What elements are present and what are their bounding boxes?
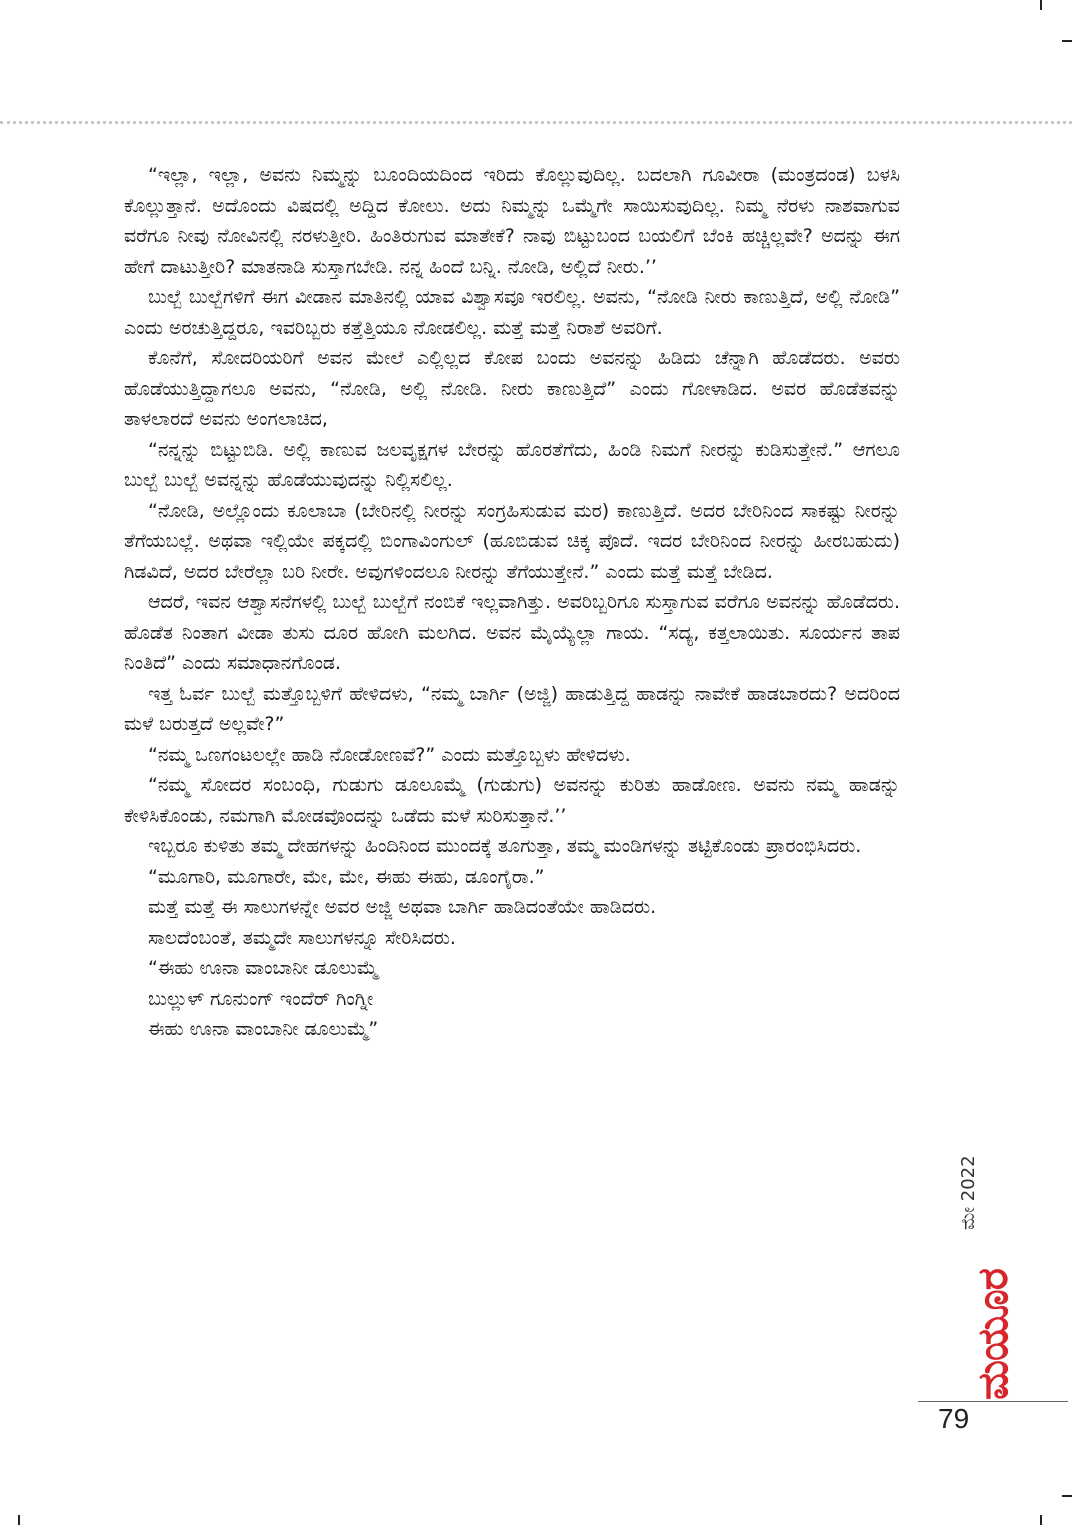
crop-mark: [1040, 1515, 1042, 1525]
paragraph: ಆದರೆ, ಇವನ ಆಶ್ವಾಸನೆಗಳಲ್ಲಿ ಬುಲ್ಬೆ ಬುಲ್ಬೆಗೆ ನಂಬಿಕೆ ಇಲ್ಲವಾಗಿತ್ತು. ಅವರಿಬ್ಬರಿಗೂ ಸುಸ್ತಾಗುವ ವರೆಗೂ ಅವನನ್ನು ಹೊಡೆದರು. ಹೊಡೆತ ನಿಂತಾಗ ವೀಡಾ ತುಸು ದೂರ ಹೋಗಿ ಮಲಗಿದ. ಅವನ ಮೈಯ್ಯೆಲ್ಲಾ ಗಾಯ. “ಸದ್ಯ, ಕತ್ತಲಾಯಿತು. ಸೂರ್ಯನ ತಾಪ ನಿಂತಿದೆ” ಎಂದು ಸಮಾಧಾನಗೊಂಡ.: [124, 591, 900, 674]
verse-line: ಸಾಲದೆಂಬಂತೆ, ತಮ್ಮದೇ ಸಾಲುಗಳನ್ನೂ ಸೇರಿಸಿದರು.: [148, 926, 456, 949]
paragraph: ಇತ್ತ ಓರ್ವ ಬುಲ್ಬೆ ಮತ್ತೊಬ್ಬಳಿಗೆ ಹೇಳಿದಳು, “ನಮ್ಮ ಬಾರ್ಗಿ (ಅಜ್ಜಿ) ಹಾಡುತ್ತಿದ್ದ ಹಾಡನ್ನು ನಾವೇಕೆ ಹಾಡಬಾರದು? ಅದರಿಂದ ಮಳೆ ಬರುತ್ತದೆ ಅಲ್ಲವೇ?”: [124, 682, 900, 735]
article-body: [124, 160, 900, 1045]
paragraph: “ಇಲ್ಲಾ, ಇಲ್ಲಾ, ಅವನು ನಿಮ್ಮನ್ನು ಬೂಂದಿಯದಿಂದ ಇರಿದು ಕೊಲ್ಲುವುದಿಲ್ಲ. ಬದಲಾಗಿ ಗೂವೀರಾ (ಮಂತ್ರದಂಡ) ಬಳಸಿ ಕೊಲ್ಲುತ್ತಾನೆ. ಅದೊಂದು ವಿಷದಲ್ಲಿ ಅದ್ದಿದ ಕೋಲು. ಅದು ನಿಮ್ಮನ್ನು ಒಮ್ಮೆಗೇ ಸಾಯಿಸುವುದಿಲ್ಲ. ನಿಮ್ಮ ನೆರಳು ನಾಶವಾಗುವ ವರೆಗೂ ನೀವು ನೋವಿನಲ್ಲಿ ನರಳುತ್ತೀರಿ. ಹಿಂತಿರುಗುವ ಮಾತೇಕೆ? ನಾವು ಬಿಟ್ಟುಬಂದ ಬಯಲಿಗೆ ಬೆಂಕಿ ಹಚ್ಚಿಲ್ಲವೇ? ಅದನ್ನು ಈಗ ಹೇಗೆ ದಾಟುತ್ತೀರಿ? ಮಾತನಾಡಿ ಸುಸ್ತಾಗಬೇಡಿ. ನನ್ನ ಹಿಂದೆ ಬನ್ನಿ. ನೋಡಿ, ಅಲ್ಲಿದೆ ನೀರು.’’: [124, 164, 900, 278]
verse-line: “ಮೂಗಾರಿ, ಮೂಗಾರೇ, ಮೇ, ಮೇ, ಈಹು ಈಹು, ಡೂಂಗೈರಾ.”: [148, 865, 545, 888]
crop-mark: [1062, 40, 1072, 42]
header-dotted-rule: [0, 121, 1072, 124]
verse-line: ಬುಲ್ಲುಳ್ ಗೂನುಂಗ್ ಇಂದೆರ್ ಗಿಂಗ್ನೀ: [148, 987, 374, 1010]
paragraph: “ನನ್ನನ್ನು ಬಿಟ್ಟುಬಿಡಿ. ಅಲ್ಲಿ ಕಾಣುವ ಜಲವೃಕ್ಷಗಳ ಬೇರನ್ನು ಹೊರತೆಗೆದು, ಹಿಂಡಿ ನಿಮಗೆ ನೀರನ್ನು ಕುಡಿಸುತ್ತೇನೆ.” ಆಗಲೂ ಬುಲ್ಬೆ ಬುಲ್ಬೆ ಅವನ್ನನ್ನು ಹೊಡೆಯುವುದನ್ನು ನಿಲ್ಲಿಸಲಿಲ್ಲ.: [124, 438, 900, 491]
issue-date: ಮೇ 2022: [958, 1155, 979, 1230]
paragraph: “ನಮ್ಮ ಒಣಗಂಟಲಲ್ಲೇ ಹಾಡಿ ನೋಡೋಣವೆ?” ಎಂದು ಮತ್ತೊಬ್ಬಳು ಹೇಳಿದಳು.: [148, 743, 631, 766]
crop-mark: [1040, 0, 1042, 10]
page-number: 79: [938, 1403, 970, 1434]
page-number-rule: [918, 1401, 1068, 1402]
paragraph: ಕೊನೆಗೆ, ಸೋದರಿಯರಿಗೆ ಅವನ ಮೇಲೆ ಎಲ್ಲಿಲ್ಲದ ಕೋಪ ಬಂದು ಅವನನ್ನು ಹಿಡಿದು ಚೆನ್ನಾಗಿ ಹೊಡೆದರು. ಅವರು ಹೊಡೆಯುತ್ತಿದ್ದಾಗಲೂ ಅವನು, “ನೋಡಿ, ಅಲ್ಲಿ ನೋಡಿ. ನೀರು ಕಾಣುತ್ತಿದೆ” ಎಂದು ಗೋಳಾಡಿದ. ಅವರ ಹೊಡೆತವನ್ನು ತಾಳಲಾರದೆ ಅವನು ಅಂಗಲಾಚಿದ,: [124, 347, 900, 430]
paragraph: ಇಬ್ಬರೂ ಕುಳಿತು ತಮ್ಮ ದೇಹಗಳನ್ನು ಹಿಂದಿನಿಂದ ಮುಂದಕ್ಕೆ ತೂಗುತ್ತಾ, ತಮ್ಮ ಮಂಡಿಗಳನ್ನು ತಟ್ಟಿಕೊಂಡು ಪ್ರಾರಂಭಿಸಿದರು.: [148, 835, 862, 857]
verse-line: ಮತ್ತೆ ಮತ್ತೆ ಈ ಸಾಲುಗಳನ್ನೇ ಅವರ ಅಜ್ಜಿ ಅಥವಾ ಬಾರ್ಗಿ ಹಾಡಿದಂತೆಯೇ ಹಾಡಿದರು.: [148, 896, 657, 918]
paragraph: “ನಮ್ಮ ಸೋದರ ಸಂಬಂಧಿ, ಗುಡುಗು ಡೂಲೂಮ್ಮೆ (ಗುಡುಗು) ಅವನನ್ನು ಕುರಿತು ಹಾಡೋಣ. ಅವನು ನಮ್ಮ ಹಾಡನ್ನು ಕೇಳಿಸಿಕೊಂಡು, ನಮಗಾಗಿ ಮೋಡವೊಂದನ್ನು ಒಡೆದು ಮಳೆ ಸುರಿಸುತ್ತಾನೆ.’’: [124, 774, 900, 827]
crop-mark: [1062, 1495, 1072, 1497]
magazine-logo: ಮಯೂರ: [968, 1269, 1017, 1400]
paragraph: ಬುಲ್ಬೆ ಬುಲ್ಬೆಗಳಿಗೆ ಈಗ ವೀಡಾನ ಮಾತಿನಲ್ಲಿ ಯಾವ ವಿಶ್ವಾಸವೂ ಇರಲಿಲ್ಲ. ಅವನು, “ನೋಡಿ ನೀರು ಕಾಣುತ್ತಿದೆ, ಅಲ್ಲಿ ನೋಡಿ” ಎಂದು ಅರಚುತ್ತಿದ್ದರೂ, ಇವರಿಬ್ಬರು ಕತ್ತೆತ್ತಿಯೂ ನೋಡಲಿಲ್ಲ. ಮತ್ತೆ ಮತ್ತೆ ನಿರಾಶೆ ಅವರಿಗೆ.: [124, 286, 900, 339]
paragraph: “ನೋಡಿ, ಅಲ್ಲೊಂದು ಕೂಲಾಬಾ (ಬೇರಿನಲ್ಲಿ ನೀರನ್ನು ಸಂಗ್ರಹಿಸುಡುವ ಮರ) ಕಾಣುತ್ತಿದೆ. ಅದರ ಬೇರಿನಿಂದ ಸಾಕಷ್ಟು ನೀರನ್ನು ತೆಗೆಯಬಲ್ಲೆ. ಅಥವಾ ಇಲ್ಲಿಯೇ ಪಕ್ಕದಲ್ಲಿ ಬಿಂಗಾವಿಂಗುಲ್ (ಹೂಬಿಡುವ ಚಿಕ್ಕ ಪೊದೆ. ಇದರ ಬೇರಿನಿಂದ ನೀರನ್ನು ಹೀರಬಹುದು) ಗಿಡವಿದೆ, ಅದರ ಬೇರೆಲ್ಲಾ ಬರಿ ನೀರೇ. ಅವುಗಳಿಂದಲೂ ನೀರನ್ನು ತೆಗೆಯುತ್ತೇನೆ.” ಎಂದು ಮತ್ತೆ ಮತ್ತೆ ಬೇಡಿದ.: [124, 499, 900, 583]
crop-mark: [18, 1515, 20, 1525]
verse-line: “ಈಹು ಊನಾ ವಾಂಬಾನೀ ಡೂಲುಮ್ಮೆ: [148, 957, 379, 979]
verse-line: ಈಹು ಊನಾ ವಾಂಬಾನೀ ಡೂಲುಮ್ಮೆ”: [148, 1018, 379, 1040]
